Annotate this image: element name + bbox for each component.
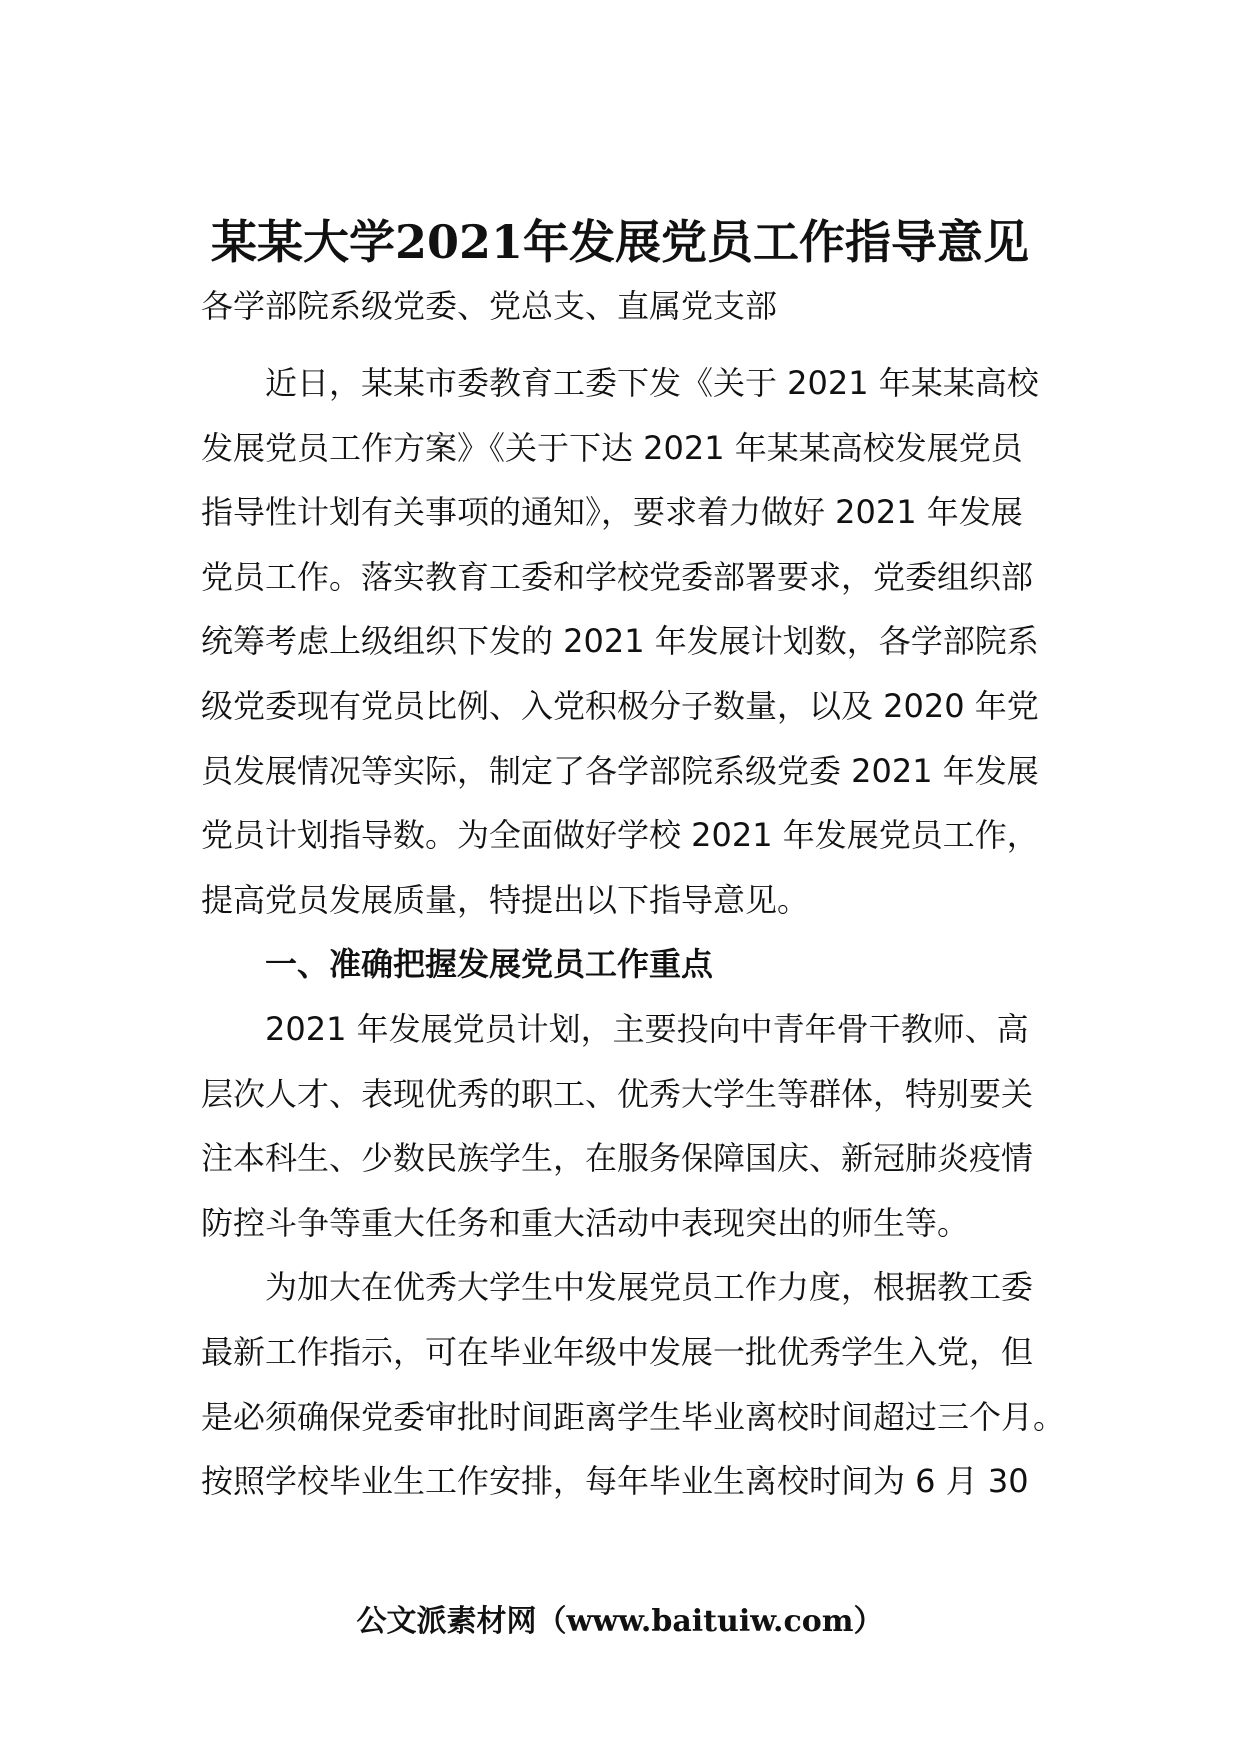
document-title: 某某大学2021年发展党员工作指导意见 (210, 215, 1030, 269)
text-line: 提高党员发展质量，特提出以下指导意见。 (201, 880, 810, 919)
text-line: 为加大在优秀大学生中发展党员工作力度，根据教工委 (265, 1268, 1034, 1307)
paragraph-graduates (201, 1255, 1081, 1513)
paragraph-focus-groups (201, 997, 1081, 1255)
text-line: 统筹考虑上级组织下发的 2021 年发展计划数，各学部院系 (201, 622, 1039, 661)
document-body (201, 351, 1081, 1514)
footer-watermark-text: 公文派素材网（www.baituiw.com） (356, 1604, 884, 1639)
text-line: 层次人才、表现优秀的职工、优秀大学生等群体，特别要关 (201, 1074, 1034, 1113)
text-line: 近日，某某市委教育工委下发《关于 2021 年某某高校 (265, 364, 1039, 402)
text-line: 按照学校毕业生工作安排，每年毕业生离校时间为 6 月 30 (201, 1462, 1029, 1501)
text-line: 党员计划指导数。为全面做好学校 2021 年发展党员工作， (201, 816, 1039, 855)
text-line: 最新工作指示，可在毕业年级中发展一批优秀学生入党，但 (201, 1332, 1034, 1371)
text-line: 发展党员工作方案》《关于下达 2021 年某某高校发展党员 (201, 428, 1023, 467)
text-line: 员发展情况等实际，制定了各学部院系级党委 2021 年发展 (201, 751, 1039, 790)
addressee-line: 各学部院系级党委、党总支、直属党支部 (201, 287, 778, 325)
section-heading (201, 932, 1081, 997)
text-line: 2021 年发展党员计划，主要投向中青年骨干教师、高 (265, 1009, 1029, 1048)
text-line: 防控斗争等重大任务和重大活动中表现突出的师生等。 (201, 1203, 970, 1242)
text-line: 党员工作。落实教育工委和学校党委部署要求，党委组织部 (201, 557, 1034, 596)
section-heading-text: 一、准确把握发展党员工作重点 (265, 945, 714, 984)
text-line: 级党委现有党员比例、入党积极分子数量，以及 2020 年党 (201, 686, 1039, 725)
paragraph-intro (201, 351, 1081, 932)
text-line: 注本科生、少数民族学生，在服务保障国庆、新冠肺炎疫情 (201, 1139, 1034, 1178)
text-line: 指导性计划有关事项的通知》，要求着力做好 2021 年发展 (201, 493, 1023, 532)
text-line: 是必须确保党委审批时间距离学生毕业离校时间超过三个月。 (201, 1397, 1066, 1436)
